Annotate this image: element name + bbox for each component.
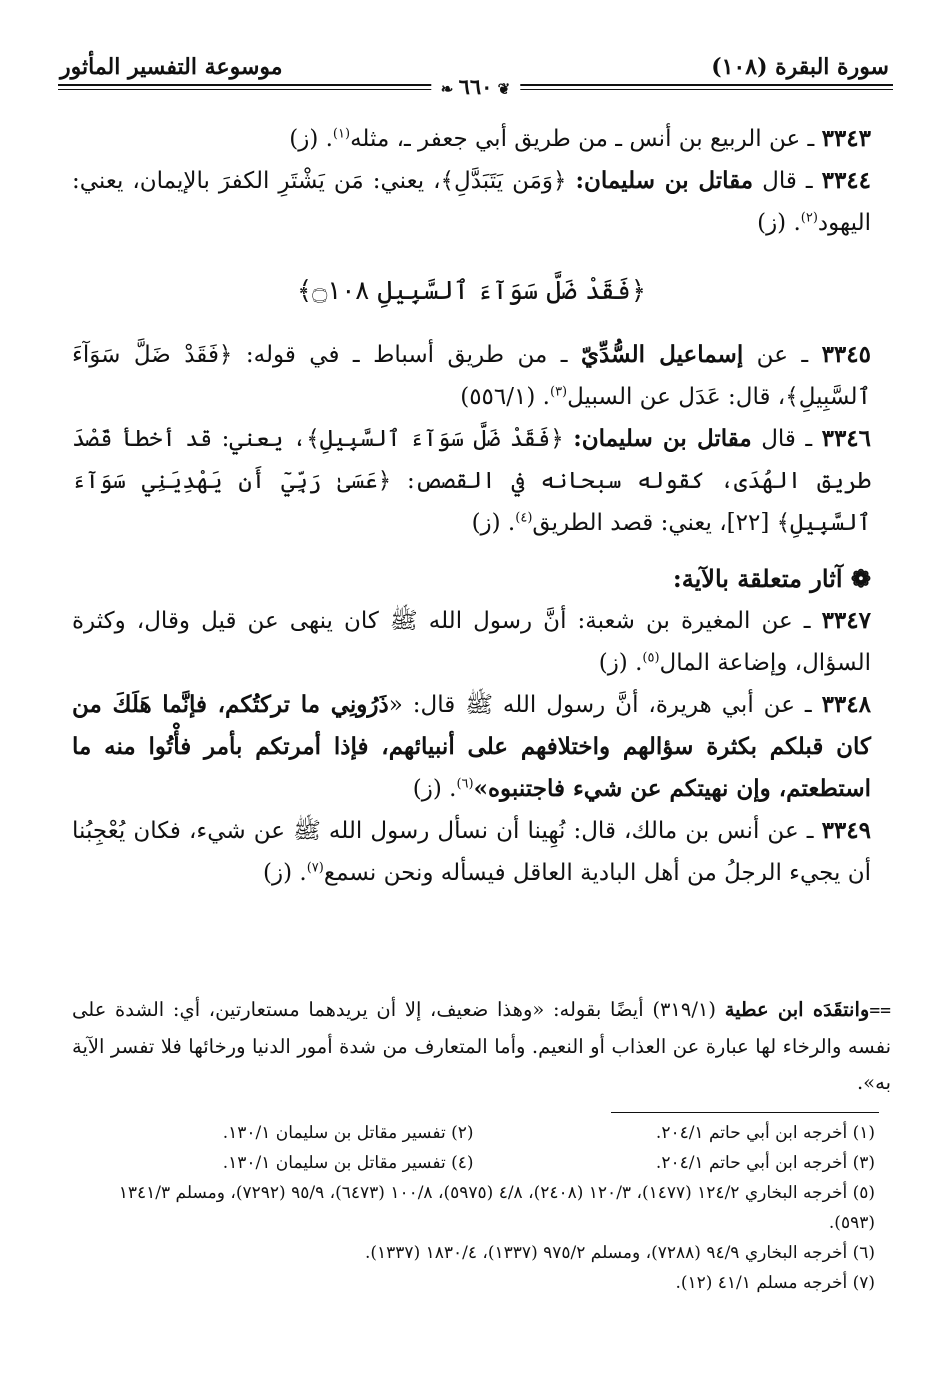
footnote-separator (611, 1112, 879, 1113)
quote-close: » (473, 775, 488, 802)
quran-quote-2: ﴿عَسَىٰ رَبِّيٓ أَن يَهْدِيَنِي سَوَآءَ ٱلسَّبِيلِ﴾ (72, 468, 871, 536)
page-number (431, 74, 520, 99)
entry-text: ـ عن المغيرة بن شعبة: أنَّ رسول الله ﷺ كان ينهى عن قيل وقال، وكثرة السؤال، وإضاعة المال (72, 608, 871, 676)
footnote-row (72, 1148, 875, 1178)
entry-end: . (ز) (757, 210, 801, 236)
section-heading: ❁ آثار متعلقة بالآية: (672, 564, 871, 593)
entry-text-2: [٢٢]، يعني: قصد الطريق (532, 510, 777, 536)
footnote-5: (٥) أخرجه البخاري ١٢٤/٢ (١٤٧٧)، ١٢٠/٣ (٢٤٠٨)، ٤/٨ (٥٩٧٥)، ١٠٠/٨ (٦٤٧٣)، ٩٥/٩ (٧٢٩٢)، ومسلم ١٣٤١/٣ (٥٩٣). (118, 1183, 875, 1233)
footnote-ref[interactable]: (١) (332, 126, 351, 142)
entry-end: . (ز) (471, 510, 516, 536)
quran-quote: ﴿وَمَن يَتَبَدَّلِ﴾ (440, 168, 576, 194)
entry-3346 (72, 418, 871, 544)
continued-footnote (72, 992, 891, 1101)
hadith-text: ذَرُونِي ما تركتُكم، فإنَّما هَلَكَ من كان قبلكم بكثرة سؤالهم واختلافهم على أنبيائهم، فإذا أمرتكم بأمر فأْتُوا منه ما استطعتم، وإن نهيتكم عن شيء فاجتنبوه (72, 691, 871, 802)
footnote-4: (٤) تفسير مقاتل بن سليمان ١٣٠/١. (222, 1153, 474, 1173)
quran-quote: ﴿فَقَدْ ضَلَّ سَوَآءَ ٱلسَّبِيلِ﴾ (306, 426, 574, 452)
entry-number: ٣٣٤٨ (821, 691, 871, 718)
footnote-ref[interactable]: (٥) (642, 650, 660, 666)
entry-end: . (ز) (263, 860, 307, 886)
footnotes (72, 1118, 875, 1298)
running-header (58, 40, 893, 99)
continuation-marker: == (869, 1000, 892, 1021)
surah-title: سورة البقرة (١٠٨) (711, 54, 889, 80)
entry-number: ٣٣٤٧ (821, 607, 871, 634)
footnote-ref[interactable]: (٤) (515, 510, 533, 526)
entry-number: ٣٣٤٩ (821, 817, 871, 844)
entry-intro: ـ عن (743, 342, 822, 368)
continuation-lead: وانتقَدَه ابن عطية (724, 998, 870, 1021)
footnote-3: (٣) أخرجه ابن أبي حاتم ٢٠٤/١. (655, 1153, 875, 1173)
entry-3347 (72, 600, 871, 684)
entry-speaker: مقاتل بن سليمان: (575, 167, 754, 194)
footnote-row (72, 1118, 875, 1148)
footnote-7: (٧) أخرجه مسلم ٤١/١ (١٢). (675, 1273, 875, 1293)
entry-number: ٣٣٤٤ (821, 167, 872, 194)
entry-number: ٣٣٤٦ (821, 425, 872, 452)
entry-number: ٣٣٤٣ (821, 125, 871, 152)
entry-text: ـ عن أنس بن مالك، قال: نُهِينا أن نسأل رسول الله ﷺ عن شيء، فكان يُعْجِبُنا أن يجيء الرجلُ من أهل البادية العاقل فيسأله ونحن نسمع (72, 818, 871, 886)
entry-3343 (72, 118, 871, 160)
entry-end: . (ز) (289, 126, 333, 152)
ornament-icon: ❦ (492, 80, 511, 98)
entry-end: . (٥٥٦/١) (460, 384, 550, 410)
entry-text: ـ عن أبي هريرة، أنَّ رسول الله ﷺ قال: « (388, 692, 822, 718)
entry-text-2: ، قال: عَدَل عن السبيل (567, 384, 786, 410)
footnote-ref[interactable]: (٢) (800, 210, 818, 226)
entry-speaker: مقاتل بن سليمان: (573, 425, 752, 452)
verse-heading: ﴿فَقَدْ ضَلَّ سَوَآءَ ٱلسَّبِيلِ ۝١٠٨﴾ (296, 276, 647, 306)
entry-intro: ـ قال (751, 426, 822, 452)
ornament-icon: ❧ (440, 80, 459, 98)
entry-3349 (72, 810, 871, 894)
entry-intro: ـ قال (753, 168, 822, 194)
entry-number: ٣٣٤٥ (821, 341, 871, 368)
footnote-1: (١) أخرجه ابن أبي حاتم ٢٠٤/١. (655, 1123, 875, 1143)
entry-3345 (72, 334, 871, 418)
footnote-ref[interactable]: (٧) (306, 860, 324, 876)
continuation-text: (٣١٩/١) أيضًا بقوله: «وهذا ضعيف، إلا أن يريدهما مستعارتين، أي: الشدة على نفسه والرخاء لها عبارة عن العذاب أو النعيم. وأما المتعارف من شدة أمور الدنيا ورخائها فلا تفسر الآية به». (72, 998, 891, 1094)
entry-text: ، يعني: مَن يَشْتَرِ الكفرَ بالإيمان، يعني: اليهود (72, 168, 871, 236)
page-number-value: ٦٦٠ (458, 74, 493, 99)
quran-quote: ﴿فَقَدْ ضَلَّ سَوَآءَ ٱلسَّبِيلِ﴾ (72, 342, 871, 410)
main-text (72, 118, 871, 894)
entry-text: ـ عن الربيع بن أنس ـ من طريق أبي جعفر ـ، مثله (350, 126, 822, 152)
entry-end: . (ز) (598, 650, 643, 676)
footnote-2: (٢) تفسير مقاتل بن سليمان ١٣٠/١. (222, 1123, 474, 1143)
footnote-6: (٦) أخرجه البخاري ٩٤/٩ (٧٢٨٨)، ومسلم ٩٧٥/٢ (١٣٣٧)، ١٨٣٠/٤ (١٣٣٧). (364, 1243, 875, 1263)
footnote-ref[interactable]: (٣) (549, 384, 568, 400)
footnote-ref[interactable]: (٦) (456, 776, 474, 792)
entry-text: ، يعني: قد أخطأ قَصْدَ طريق الهُدَى، كقوله سبحانه في القصص: (72, 426, 871, 494)
entry-end: . (ز) (412, 776, 457, 802)
entry-text: ـ من طريق أسباط ـ في قوله: (232, 342, 582, 368)
entry-3348 (72, 684, 871, 810)
book-title: موسوعة التفسير المأثور (60, 54, 283, 80)
entry-3344 (72, 160, 871, 244)
entry-speaker: إسماعيل السُّدِّيّ (581, 341, 744, 368)
